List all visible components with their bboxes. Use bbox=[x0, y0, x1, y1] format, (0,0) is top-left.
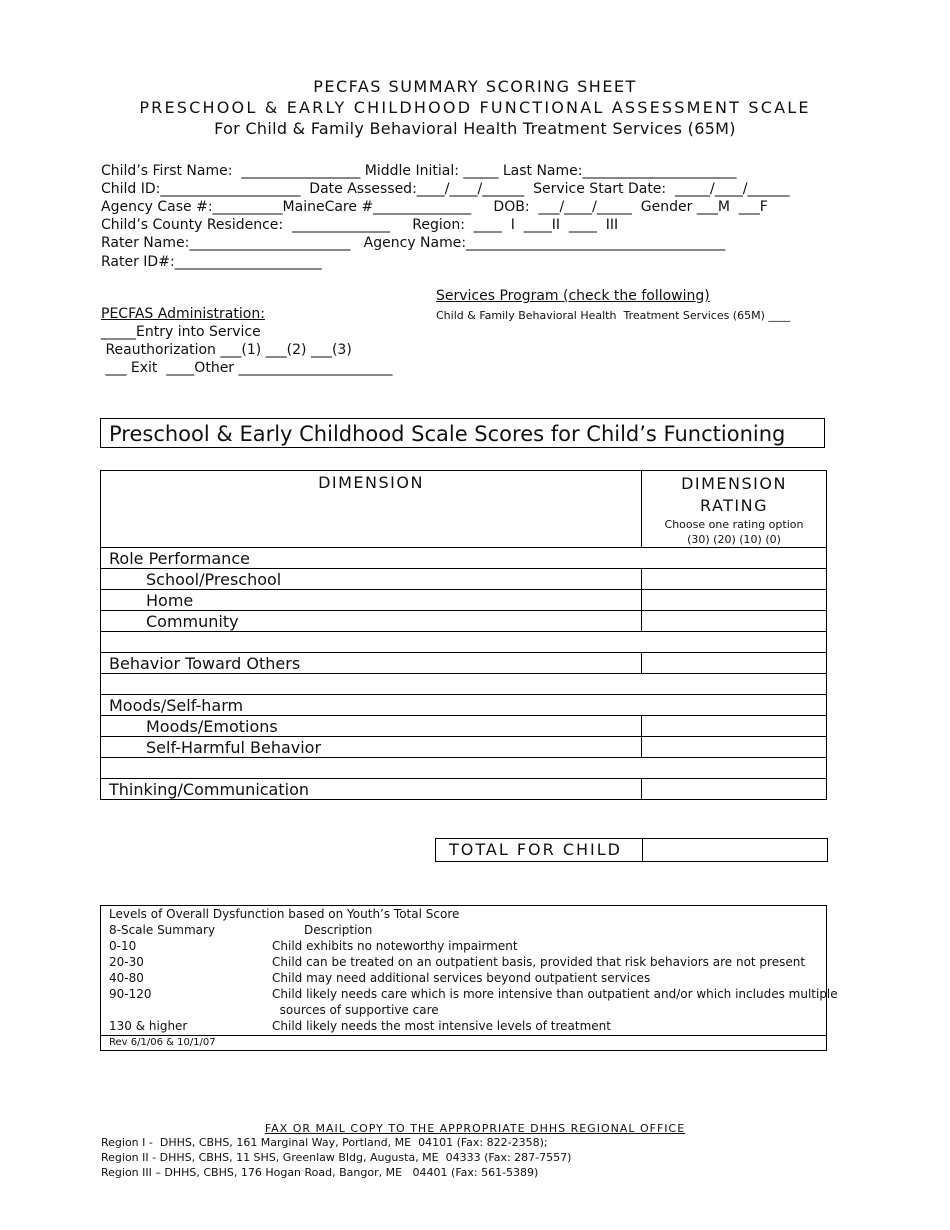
level-range: 90-120 bbox=[109, 987, 152, 1001]
rating-header bbox=[642, 471, 827, 548]
level-range: 0-10 bbox=[109, 939, 137, 953]
region-2-address: Region II - DHHS, CBHS, 11 SHS, Greenlaw Bldg, Augusta, ME 04333 (Fax: 287-7557) bbox=[101, 1151, 572, 1164]
services-program-heading: Services Program (check the following) bbox=[436, 288, 710, 304]
spacer-row bbox=[101, 674, 827, 695]
table-row bbox=[101, 653, 827, 674]
list-item bbox=[109, 955, 809, 969]
levels-col2-header: Description bbox=[304, 923, 373, 937]
table-row bbox=[101, 611, 827, 632]
table-row bbox=[101, 632, 827, 653]
level-description: Child may need additional services beyond outpatient services bbox=[272, 971, 651, 985]
rating-cell-moods[interactable] bbox=[642, 716, 827, 737]
levels-box bbox=[100, 905, 838, 1051]
levels-title: Levels of Overall Dysfunction based on Youth’s Total Score bbox=[109, 907, 460, 921]
administration-entry[interactable]: _____Entry into Service bbox=[101, 324, 261, 340]
table-header-row bbox=[101, 471, 827, 548]
services-program-item[interactable]: Child & Family Behavioral Health Treatment Services (65M) ____ bbox=[436, 309, 791, 322]
dimension-label: Community bbox=[101, 611, 642, 632]
form-program-line: For Child & Family Behavioral Health Treatment Services (65M) bbox=[214, 119, 736, 138]
level-description: sources of supportive care bbox=[272, 1003, 439, 1017]
dimension-label: Role Performance bbox=[101, 548, 827, 569]
list-item bbox=[109, 939, 809, 953]
rater-id-field[interactable]: Rater ID#:_____________________ bbox=[101, 254, 322, 270]
dimension-label: Thinking/Communication bbox=[101, 779, 642, 800]
administration-reauthorization[interactable]: Reauthorization ___(1) ___(2) ___(3) bbox=[101, 342, 352, 358]
administration-heading: PECFAS Administration: bbox=[101, 306, 265, 322]
rater-agency-fields[interactable]: Rater Name:_______________________ Agency Name:_____________________________________ bbox=[101, 235, 726, 251]
level-range: 40-80 bbox=[109, 971, 144, 985]
level-description: Child exhibits no noteworthy impairment bbox=[272, 939, 518, 953]
level-description: Child likely needs care which is more intensive than outpatient and/or which includes multiple bbox=[272, 987, 838, 1001]
table-row bbox=[101, 779, 827, 800]
region-1-address: Region I - DHHS, CBHS, 161 Marginal Way, Portland, ME 04101 (Fax: 822-2358); bbox=[101, 1136, 548, 1149]
rating-options: (30) (20) (10) (0) bbox=[687, 533, 781, 546]
case-mainecare-dob-gender-fields[interactable]: Agency Case #:__________MaineCare #______________ DOB: ___/____/_____ Gender ___M ___F bbox=[101, 199, 768, 215]
total-box bbox=[435, 838, 828, 862]
fax-instructions: FAX OR MAIL COPY TO THE APPROPRIATE DHHS REGIONAL OFFICE bbox=[264, 1122, 686, 1135]
dimension-label: School/Preschool bbox=[101, 569, 642, 590]
table-row bbox=[101, 548, 827, 569]
table-row bbox=[101, 737, 827, 758]
rating-cell-self-harm[interactable] bbox=[642, 737, 827, 758]
levels-header-row bbox=[109, 923, 373, 937]
region-3-address: Region III – DHHS, CBHS, 176 Hogan Road, Bangor, ME 04401 (Fax: 561-5389) bbox=[101, 1166, 539, 1179]
table-row bbox=[101, 716, 827, 737]
dimension-label: Moods/Self-harm bbox=[101, 695, 827, 716]
rating-header-line2: RATING bbox=[699, 496, 769, 515]
table-row bbox=[101, 674, 827, 695]
rating-instructions: Choose one rating option bbox=[664, 518, 804, 531]
dimension-label: Behavior Toward Others bbox=[101, 653, 642, 674]
rating-cell-behavior[interactable] bbox=[642, 653, 827, 674]
table-row bbox=[101, 590, 827, 611]
county-region-fields[interactable]: Child’s County Residence: ______________ Region: ____ I ____II ____ III bbox=[101, 217, 619, 233]
total-label: TOTAL FOR CHILD bbox=[436, 839, 643, 861]
level-description: Child likely needs the most intensive levels of treatment bbox=[272, 1019, 611, 1033]
child-id-date-fields[interactable]: Child ID:____________________ Date Assessed:____/____/______ Service Start Date: _____/____/______ bbox=[101, 181, 790, 197]
dimension-label: Home bbox=[101, 590, 642, 611]
child-name-fields[interactable]: Child’s First Name: _________________ Middle Initial: _____ Last Name:______________________ bbox=[101, 163, 737, 179]
table-row bbox=[101, 569, 827, 590]
rating-header-line1: DIMENSION bbox=[681, 474, 787, 493]
scale-scores-title: Preschool & Early Childhood Scale Scores for Child’s Functioning bbox=[100, 418, 825, 448]
list-item bbox=[109, 971, 809, 985]
spacer-row bbox=[101, 758, 827, 779]
level-range: 130 & higher bbox=[109, 1019, 188, 1033]
total-value-cell[interactable] bbox=[644, 839, 827, 861]
spacer-row bbox=[101, 632, 827, 653]
revision-note: Rev 6/1/06 & 10/1/07 bbox=[101, 1035, 826, 1051]
rating-cell-community[interactable] bbox=[642, 611, 827, 632]
rating-cell-thinking[interactable] bbox=[642, 779, 827, 800]
level-description: Child can be treated on an outpatient basis, provided that risk behaviors are not present bbox=[272, 955, 806, 969]
level-range: 20-30 bbox=[109, 955, 144, 969]
dimension-table bbox=[100, 470, 827, 800]
dimension-header: DIMENSION bbox=[101, 471, 642, 548]
dimension-label: Self-Harmful Behavior bbox=[101, 737, 642, 758]
rating-cell-school[interactable] bbox=[642, 569, 827, 590]
form-subtitle: PRESCHOOL & EARLY CHILDHOOD FUNCTIONAL ASSESSMENT SCALE bbox=[139, 98, 811, 117]
dimension-label: Moods/Emotions bbox=[101, 716, 642, 737]
table-row bbox=[101, 695, 827, 716]
levels-col1-header: 8-Scale Summary bbox=[109, 923, 216, 937]
table-row bbox=[101, 758, 827, 779]
list-item bbox=[109, 987, 838, 1001]
rating-cell-home[interactable] bbox=[642, 590, 827, 611]
form-title: PECFAS SUMMARY SCORING SHEET bbox=[313, 77, 637, 96]
list-item bbox=[109, 1019, 809, 1033]
administration-exit-other[interactable]: ___ Exit ____Other ______________________ bbox=[101, 360, 393, 376]
